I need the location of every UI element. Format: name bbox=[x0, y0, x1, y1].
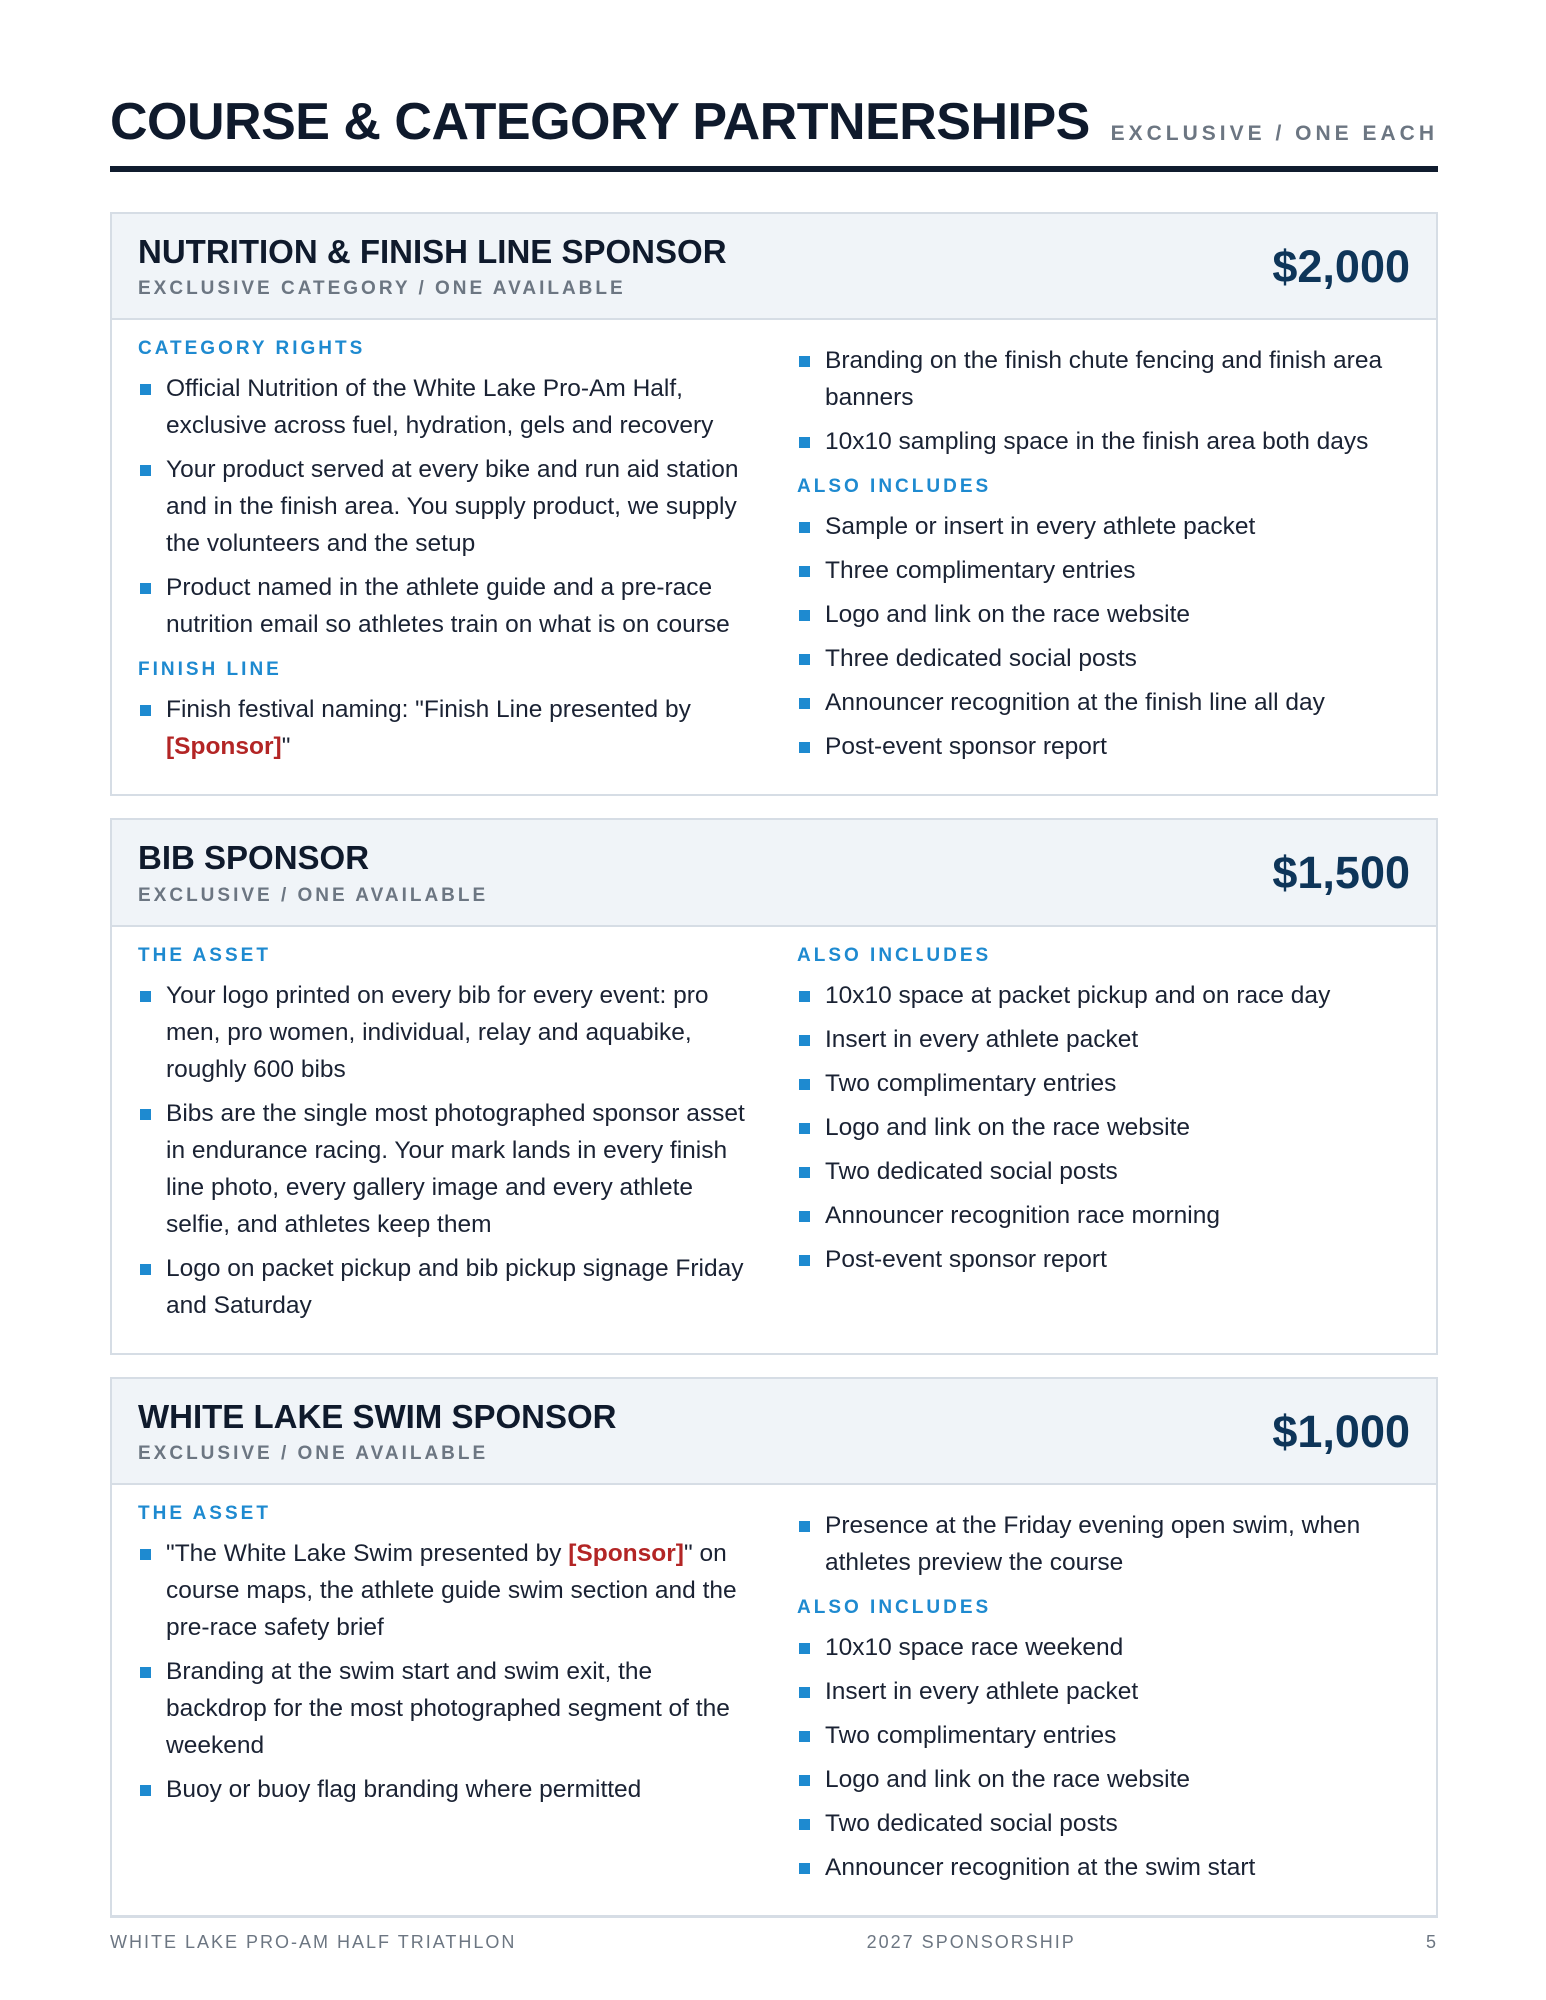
list-item: Your product served at every bike and run aid station and in the finish area. You supply product, we supply the volunteers and the setup bbox=[138, 451, 751, 562]
page-subtitle: EXCLUSIVE / ONE EACH bbox=[1110, 122, 1438, 145]
list-item: Insert in every athlete packet bbox=[797, 1673, 1410, 1710]
section-heading: CATEGORY RIGHTS bbox=[138, 338, 366, 360]
bullet-list bbox=[797, 508, 1410, 765]
page-number: 5 bbox=[1425, 1932, 1438, 1952]
card-price: $1,000 bbox=[1272, 1405, 1410, 1457]
bullet-square-icon bbox=[799, 1167, 810, 1178]
card-header bbox=[112, 1379, 1436, 1485]
right-column bbox=[777, 338, 1410, 772]
list-item: Three complimentary entries bbox=[797, 552, 1410, 589]
card-availability: EXCLUSIVE / ONE AVAILABLE bbox=[138, 1442, 489, 1464]
bullet-square-icon bbox=[140, 1109, 151, 1120]
section-heading: ALSO INCLUDES bbox=[797, 476, 992, 498]
list-item: Post-event sponsor report bbox=[797, 1241, 1410, 1278]
page-footer bbox=[110, 1916, 1438, 1953]
bullet-square-icon bbox=[799, 1521, 810, 1532]
bullet-square-icon bbox=[799, 1035, 810, 1046]
bullet-square-icon bbox=[799, 356, 810, 367]
list-item: Logo and link on the race website bbox=[797, 1761, 1410, 1798]
card-availability: EXCLUSIVE CATEGORY / ONE AVAILABLE bbox=[138, 278, 626, 300]
bullet-square-icon bbox=[799, 1819, 810, 1830]
list-item: Post-event sponsor report bbox=[797, 728, 1410, 765]
list-item: 10x10 space race weekend bbox=[797, 1629, 1410, 1666]
bullet-square-icon bbox=[799, 742, 810, 753]
page-title: COURSE & CATEGORY PARTNERSHIPS bbox=[110, 93, 1090, 151]
card-title: NUTRITION & FINISH LINE SPONSOR bbox=[138, 233, 727, 270]
sponsor-placeholder: [Sponsor] bbox=[568, 1539, 684, 1567]
bullet-square-icon bbox=[799, 610, 810, 621]
bullet-square-icon bbox=[140, 1785, 151, 1796]
bullet-square-icon bbox=[799, 1643, 810, 1654]
list-item: Two complimentary entries bbox=[797, 1717, 1410, 1754]
bullet-square-icon bbox=[140, 1549, 151, 1560]
list-item: "The White Lake Swim presented by [Sponsor]" on course maps, the athlete guide swim section and the pre-race safety brief bbox=[138, 1535, 751, 1646]
bullet-square-icon bbox=[799, 437, 810, 448]
list-item: Announcer recognition at the finish line all day bbox=[797, 684, 1410, 721]
footer-doc-title: 2027 SPONSORSHIP bbox=[866, 1932, 1076, 1952]
bullet-square-icon bbox=[799, 991, 810, 1002]
sponsor-card-nutrition bbox=[110, 212, 1438, 796]
section-heading: THE ASSET bbox=[138, 944, 271, 966]
bullet-square-icon bbox=[799, 522, 810, 533]
card-body bbox=[112, 320, 1436, 794]
list-item: Two dedicated social posts bbox=[797, 1805, 1410, 1842]
list-item: Official Nutrition of the White Lake Pro-Am Half, exclusive across fuel, hydration, gels and recovery bbox=[138, 370, 751, 444]
bullet-square-icon bbox=[799, 566, 810, 577]
bullet-list bbox=[797, 342, 1410, 460]
card-price: $1,500 bbox=[1272, 847, 1410, 899]
card-title: WHITE LAKE SWIM SPONSOR bbox=[138, 1397, 617, 1435]
list-item: Announcer recognition race morning bbox=[797, 1197, 1410, 1234]
card-header bbox=[112, 214, 1436, 320]
left-column bbox=[138, 1503, 777, 1893]
list-item: Your logo printed on every bib for every event: pro men, pro women, individual, relay and aquabike, roughly 600 bibs bbox=[138, 977, 751, 1088]
card-body bbox=[112, 927, 1436, 1353]
bullet-square-icon bbox=[140, 705, 151, 716]
bullet-square-icon bbox=[799, 1863, 810, 1874]
card-header bbox=[112, 820, 1436, 926]
card-title: BIB SPONSOR bbox=[138, 839, 370, 877]
bullet-square-icon bbox=[799, 1687, 810, 1698]
bullet-list bbox=[138, 1535, 751, 1808]
bullet-square-icon bbox=[799, 654, 810, 665]
sponsor-card-swim bbox=[110, 1377, 1438, 1917]
sponsor-card-bib bbox=[110, 818, 1438, 1354]
list-item: Branding at the swim start and swim exit, the backdrop for the most photographed segment of the weekend bbox=[138, 1653, 751, 1764]
right-column bbox=[777, 1503, 1410, 1893]
bullet-square-icon bbox=[799, 1123, 810, 1134]
bullet-square-icon bbox=[140, 583, 151, 594]
page bbox=[110, 93, 1438, 1917]
bullet-list bbox=[138, 977, 751, 1324]
list-item: Three dedicated social posts bbox=[797, 640, 1410, 677]
bullet-square-icon bbox=[140, 991, 151, 1002]
card-price: $2,000 bbox=[1272, 241, 1410, 293]
list-item: Announcer recognition at the swim start bbox=[797, 1849, 1410, 1886]
list-item: Finish festival naming: "Finish Line presented by [Sponsor]" bbox=[138, 691, 751, 765]
list-item: Logo and link on the race website bbox=[797, 596, 1410, 633]
list-item: Bibs are the single most photographed sponsor asset in endurance racing. Your mark lands in every finish line photo, every gallery image and every athlete selfie, and athletes keep them bbox=[138, 1095, 751, 1243]
list-item: Product named in the athlete guide and a pre-race nutrition email so athletes train on what is on course bbox=[138, 569, 751, 643]
list-item: Two complimentary entries bbox=[797, 1065, 1410, 1102]
right-column bbox=[777, 945, 1410, 1331]
bullet-square-icon bbox=[799, 1731, 810, 1742]
bullet-square-icon bbox=[140, 384, 151, 395]
bullet-list bbox=[138, 691, 751, 765]
bullet-square-icon bbox=[799, 1775, 810, 1786]
bullet-square-icon bbox=[799, 1211, 810, 1222]
list-item: Logo on packet pickup and bib pickup signage Friday and Saturday bbox=[138, 1250, 751, 1324]
bullet-list bbox=[797, 1507, 1410, 1581]
left-column bbox=[138, 338, 777, 772]
bullet-square-icon bbox=[799, 1079, 810, 1090]
bullet-list bbox=[138, 370, 751, 643]
bullet-square-icon bbox=[799, 1255, 810, 1266]
page-header bbox=[110, 93, 1438, 172]
list-item: Sample or insert in every athlete packet bbox=[797, 508, 1410, 545]
bullet-square-icon bbox=[140, 465, 151, 476]
left-column bbox=[138, 945, 777, 1331]
list-item: Presence at the Friday evening open swim, when athletes preview the course bbox=[797, 1507, 1410, 1581]
list-item: 10x10 sampling space in the finish area both days bbox=[797, 423, 1410, 460]
card-availability: EXCLUSIVE / ONE AVAILABLE bbox=[138, 884, 489, 906]
list-item: Logo and link on the race website bbox=[797, 1109, 1410, 1146]
list-item: Branding on the finish chute fencing and finish area banners bbox=[797, 342, 1410, 416]
footer-event-name: WHITE LAKE PRO-AM HALF TRIATHLON bbox=[110, 1932, 517, 1952]
sponsor-placeholder: [Sponsor] bbox=[166, 733, 282, 761]
section-heading: THE ASSET bbox=[138, 1502, 271, 1524]
bullet-list bbox=[797, 1629, 1410, 1886]
list-item: Buoy or buoy flag branding where permitted bbox=[138, 1771, 751, 1808]
section-heading: ALSO INCLUDES bbox=[797, 1596, 992, 1618]
list-item: 10x10 space at packet pickup and on race day bbox=[797, 977, 1410, 1014]
list-item: Insert in every athlete packet bbox=[797, 1021, 1410, 1058]
section-heading: FINISH LINE bbox=[138, 659, 282, 681]
card-body bbox=[112, 1485, 1436, 1915]
bullet-list bbox=[797, 977, 1410, 1278]
bullet-square-icon bbox=[140, 1264, 151, 1275]
bullet-square-icon bbox=[799, 698, 810, 709]
bullet-square-icon bbox=[140, 1667, 151, 1678]
list-item: Two dedicated social posts bbox=[797, 1153, 1410, 1190]
section-heading: ALSO INCLUDES bbox=[797, 944, 992, 966]
